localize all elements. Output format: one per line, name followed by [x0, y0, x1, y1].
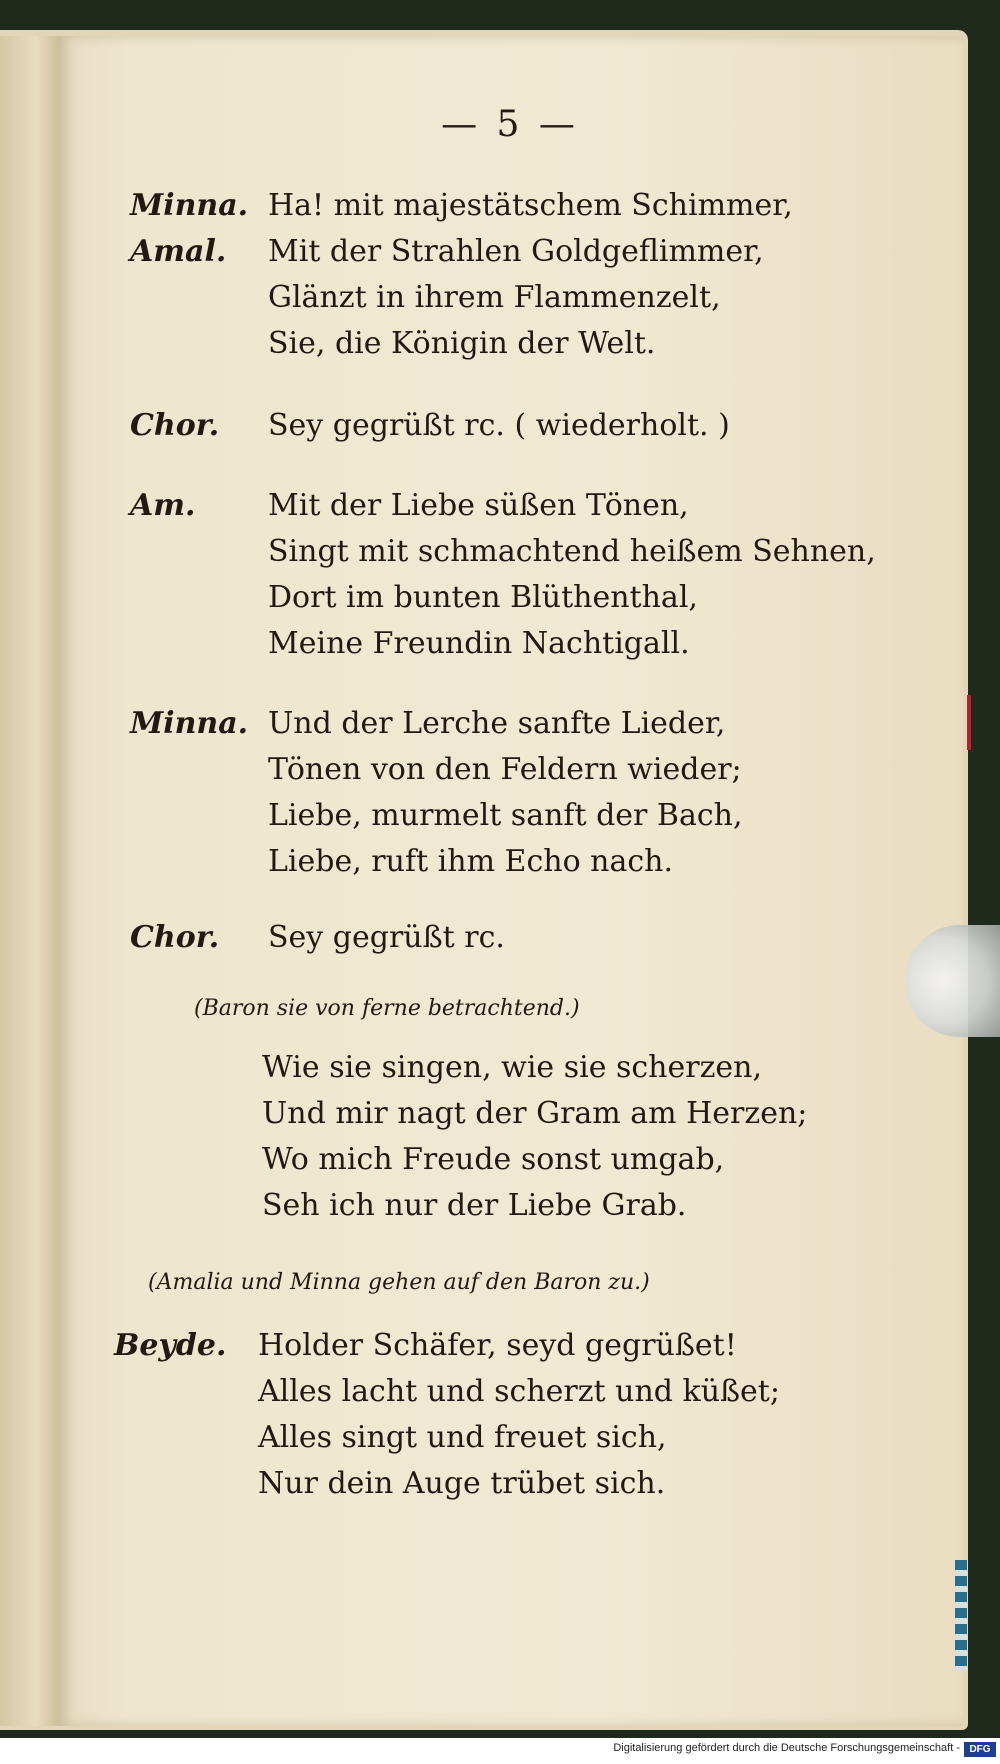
verse-line: Wo mich Freude sonst umgab, [262, 1142, 725, 1177]
verse-block-minna-2 [0, 706, 1000, 890]
verse-line: Liebe, ruft ihm Echo nach. [268, 844, 674, 879]
speaker-label: Chor. [130, 408, 220, 443]
verse-line: Glänzt in ihrem Flammenzelt, [268, 280, 721, 315]
verse-line: Sey gegrüßt rc. [268, 920, 505, 955]
verse-line: Wie sie singen, wie sie scherzen, [262, 1050, 763, 1085]
verse-block-beyde [0, 1328, 1000, 1512]
verse-line: Singt mit schmachtend heißem Sehnen, [268, 534, 876, 569]
verse-line: Mit der Liebe süßen Tönen, [268, 488, 689, 523]
verse-line: Meine Freundin Nachtigall. [268, 626, 690, 661]
verse-block-amal [0, 234, 1000, 372]
verse-line: Sey gegrüßt rc. ( wiederholt. ) [268, 408, 730, 443]
verse-line: Liebe, murmelt sanft der Bach, [268, 798, 743, 833]
verse-line: Und der Lerche sanfte Lieder, [268, 706, 726, 741]
verse-block-minna-1 [0, 188, 1000, 234]
dfg-logo: DFG [964, 1742, 996, 1757]
verse-line: Mit der Strahlen Goldgeflimmer, [268, 234, 764, 269]
verse-line: Alles lacht und scherzt und küßet; [258, 1374, 780, 1409]
verse-block-baron [0, 1050, 1000, 1234]
stage-direction: (Baron sie von ferne betrachtend.) [194, 996, 580, 1021]
verse-line: Ha! mit majestätschem Schimmer, [268, 188, 793, 223]
speaker-label: Beyde. [114, 1328, 227, 1363]
verse-block-am [0, 488, 1000, 672]
speaker-label: Minna. [130, 706, 249, 741]
speaker-label: Minna. [130, 188, 249, 223]
color-calibration-strip [955, 1560, 967, 1670]
verse-line: Tönen von den Feldern wieder; [268, 752, 742, 787]
speaker-label: Am. [130, 488, 196, 523]
digitization-credit: Digitalisierung gefördert durch die Deutsche Forschungsgemeinschaft - [613, 1742, 960, 1754]
verse-line: Sie, die Königin der Welt. [268, 326, 656, 361]
verse-line: Seh ich nur der Liebe Grab. [262, 1188, 687, 1223]
verse-line: Und mir nagt der Gram am Herzen; [262, 1096, 808, 1131]
page-number: — 5 — [441, 104, 579, 145]
verse-line: Nur dein Auge trübet sich. [258, 1466, 666, 1501]
verse-line: Holder Schäfer, seyd gegrüßet! [258, 1328, 737, 1363]
verse-block-chor-1 [0, 408, 1000, 454]
speaker-label: Chor. [130, 920, 220, 955]
stage-direction: (Amalia und Minna gehen auf den Baron zu.) [148, 1270, 650, 1295]
verse-line: Dort im bunten Blüthenthal, [268, 580, 698, 615]
speaker-label: Amal. [130, 234, 227, 269]
verse-block-chor-2 [0, 920, 1000, 966]
verse-line: Alles singt und freuet sich, [258, 1420, 667, 1455]
